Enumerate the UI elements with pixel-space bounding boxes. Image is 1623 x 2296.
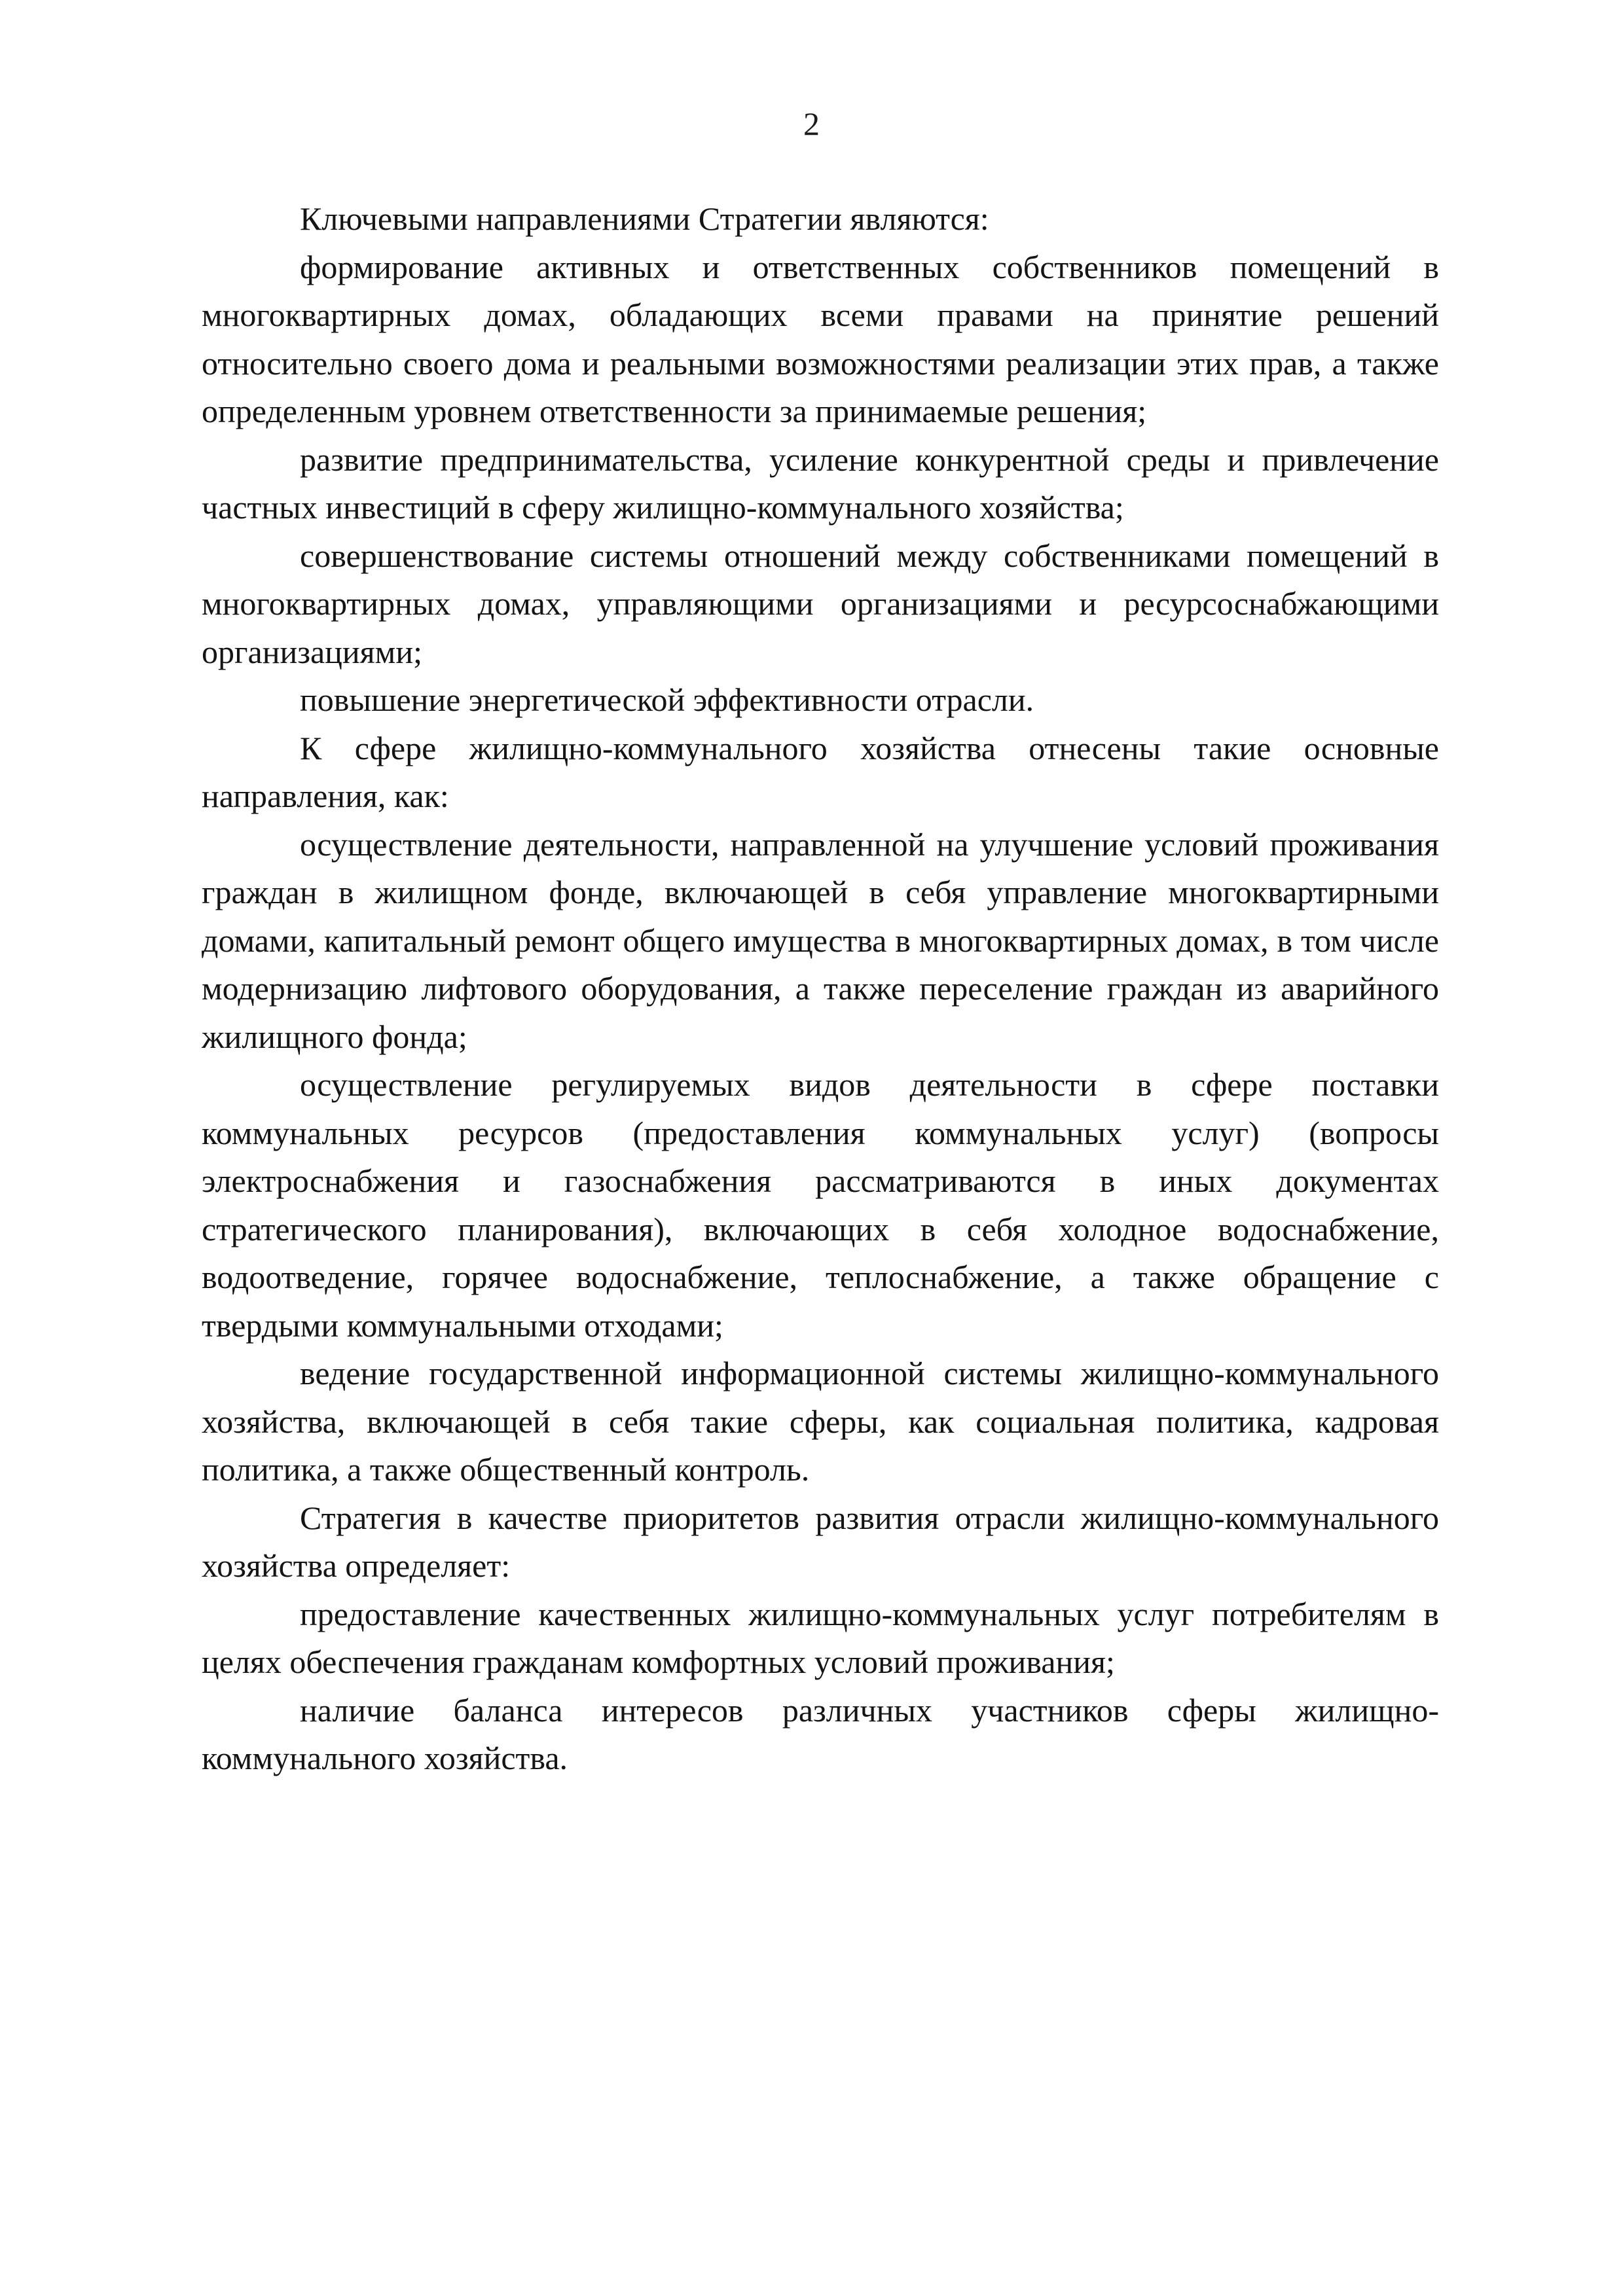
- paragraph-relations-system: совершенствование системы отношений между собственниками помещений в многоквартирных домах, управляющими организациями и ресурсоснабжающими организациями;: [202, 537, 1439, 670]
- page-number: 2: [803, 105, 820, 142]
- paragraph-entrepreneurship: развитие предпринимательства, усиление конкурентной среды и привлечение частных инвестиций в сферу жилищно-коммунального хозяйства;: [202, 440, 1439, 526]
- paragraph-key-directions-intro: Ключевыми направлениями Стратегии являются:: [300, 200, 989, 237]
- paragraph-priorities-intro: Стратегия в качестве приоритетов развития отрасли жилищно-коммунального хозяйства определяет:: [202, 1499, 1439, 1584]
- paragraph-information-system: ведение государственной информационной системы жилищно-коммунального хозяйства, включающей в себя такие сферы, как социальная политика, кадровая политика, а также общественный контроль.: [202, 1355, 1439, 1488]
- paragraph-interests-balance: наличие баланса интересов различных участников сферы жилищно-коммунального хозяйства.: [202, 1691, 1439, 1776]
- paragraph-regulated-activities: осуществление регулируемых видов деятельности в сфере поставки коммунальных ресурсов (предоставления коммунальных услуг) (вопросы электроснабжения и газоснабжения рассматриваются в иных документах стратегического планирования), включающих в себя холодное водоснабжение, водоотведение, горячее водоснабжение, теплоснабжение, а также обращение с твердыми коммунальными отходами;: [202, 1066, 1439, 1344]
- paragraph-energy-efficiency: повышение энергетической эффективности отрасли.: [300, 681, 1034, 718]
- paragraph-owners-formation: формирование активных и ответственных собственников помещений в многоквартирных домах, обладающих всеми правами на принятие решений относительно своего дома и реальными возможностями реализации этих прав, а также определенным уровнем ответственности за принимаемые решения;: [202, 248, 1439, 429]
- paragraph-sphere-directions-intro: К сфере жилищно-коммунального хозяйства отнесены такие основные направления, как:: [202, 729, 1439, 814]
- paragraph-living-conditions: осуществление деятельности, направленной на улучшение условий проживания граждан в жилищном фонде, включающей в себя управление многоквартирными домами, капитальный ремонт общего имущества в многоквартирных домах, в том числе модернизацию лифтового оборудования, а также переселение граждан из аварийного жилищного фонда;: [202, 825, 1439, 1055]
- paragraph-quality-services: предоставление качественных жилищно-коммунальных услуг потребителям в целях обеспечения гражданам комфортных условий проживания;: [202, 1595, 1439, 1680]
- document-body: [202, 195, 1439, 1783]
